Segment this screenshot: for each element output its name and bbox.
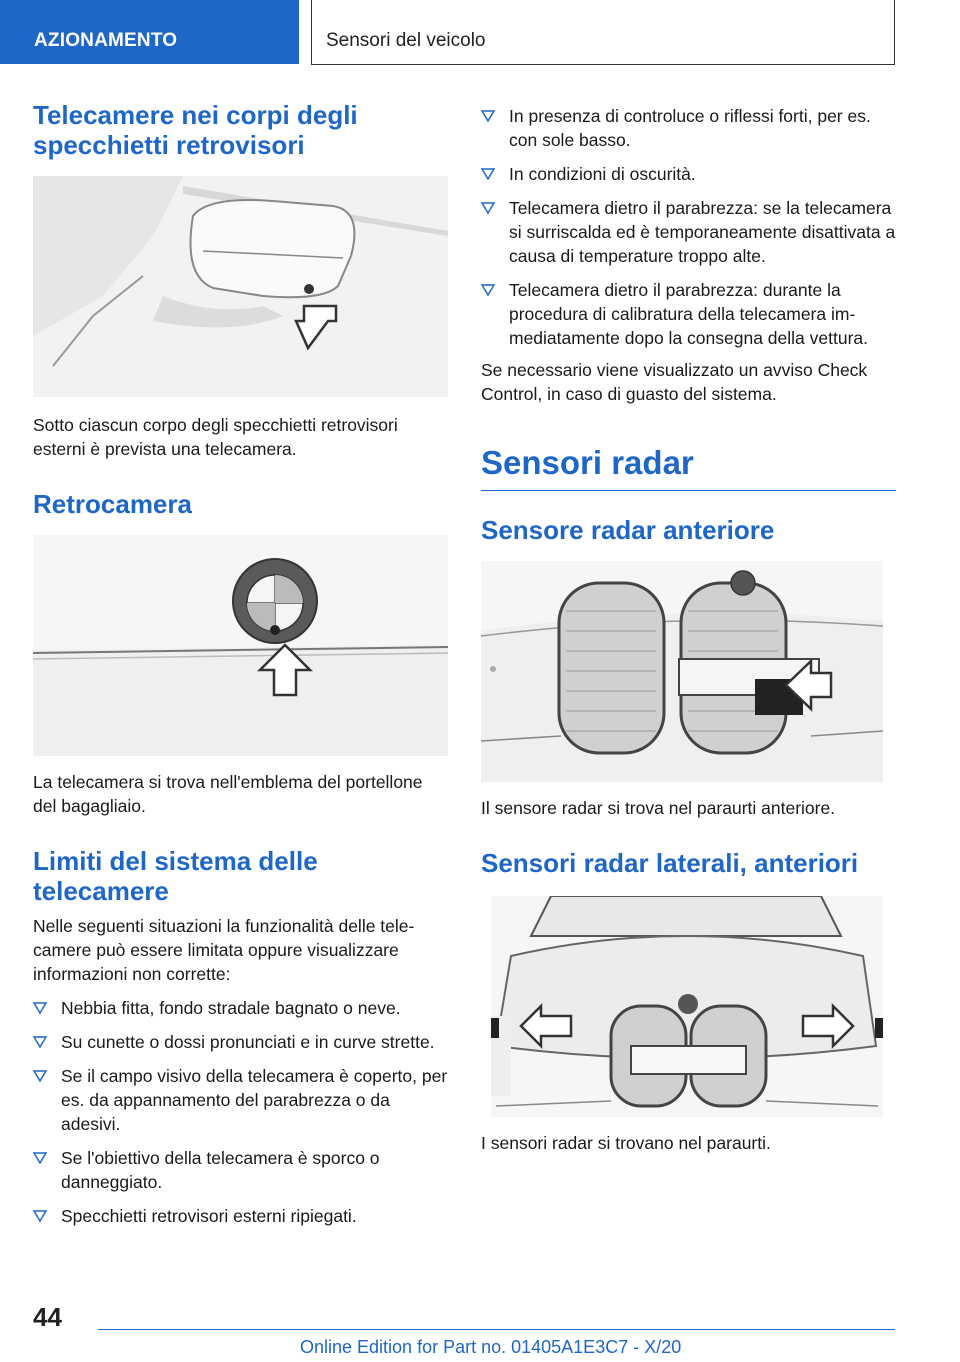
triangle-bullet-icon xyxy=(33,1152,47,1164)
chapter-title: Sensori del veicolo xyxy=(326,30,486,51)
list-item: Se il campo visivo della telecamera è coperto, per es. da appannamento del parabrezza o da adesivi. xyxy=(33,1064,448,1136)
heading-side-front-radars: Sensori radar laterali, anteriori xyxy=(481,848,859,878)
list-item: Nebbia fitta, fondo stradale bagnato o neve. xyxy=(33,996,448,1020)
camera-limits-intro: Nelle seguenti situazioni la funzionalità delle telecamere può essere limitata oppure visualizzare informazioni non corrette: xyxy=(33,916,415,984)
front-radar-text: Il sensore radar si trova nel paraurti anteriore. xyxy=(481,798,836,818)
list-item: In condizioni di oscurità. xyxy=(481,162,896,186)
triangle-bullet-icon xyxy=(33,1036,47,1048)
left-column xyxy=(33,100,448,1238)
triangle-bullet-icon xyxy=(33,1002,47,1014)
section-title: AZIONAMENTO xyxy=(34,30,178,51)
page-number: 44 xyxy=(33,1302,62,1332)
list-item: Specchietti retrovisori esterni ripiegati. xyxy=(33,1204,448,1228)
list-item: Telecamera dietro il parabrezza: se la telecamera si surriscalda ed è temporaneamente disattivata a causa di temperature troppo alte. xyxy=(481,196,896,268)
camera-limits-list-continued xyxy=(481,104,896,350)
rear-camera-illustration xyxy=(33,535,448,756)
mirror-camera-text: Sotto ciascun corpo degli specchietti retrovisori esterni è prevista una telecamera. xyxy=(33,415,398,459)
triangle-bullet-icon xyxy=(481,168,495,180)
side-radar-text: I sensori radar si trovano nel paraurti. xyxy=(481,1133,771,1153)
heading-radar-sensors: Sensori radar xyxy=(481,444,896,491)
footer-rule xyxy=(98,1329,895,1330)
mirror-camera-illustration xyxy=(33,176,448,397)
edition-note: Online Edition for Part no. 01405A1E3C7 - X/20 xyxy=(300,1337,682,1357)
triangle-bullet-icon xyxy=(33,1070,47,1082)
triangle-bullet-icon xyxy=(33,1210,47,1222)
section-tab xyxy=(0,0,299,64)
check-control-text: Se necessario viene visualizzato un avviso Check Control, in caso di guasto del sistema. xyxy=(481,360,868,404)
list-item: Telecamera dietro il parabrezza: durante la procedura di calibratura della telecamera immediatamente dopo la consegna della vettura. xyxy=(481,278,896,350)
list-item: Su cunette o dossi pronunciati e in curve strette. xyxy=(33,1030,448,1054)
rear-camera-text: La telecamera si trova nell'emblema del portellone del bagagliaio. xyxy=(33,772,423,816)
right-column xyxy=(481,100,896,1155)
heading-camera-limits: Limiti del sistema delle telecamere xyxy=(33,846,318,906)
list-item: In presenza di controluce o riflessi forti, per es. con sole basso. xyxy=(481,104,896,152)
front-radar-illustration xyxy=(481,561,883,782)
camera-limits-list xyxy=(33,996,448,1228)
heading-mirror-cameras: Telecamere nei corpi degli specchietti retrovisori xyxy=(33,100,358,160)
heading-rear-camera: Retrocamera xyxy=(33,489,192,519)
chapter-box xyxy=(311,0,895,65)
triangle-bullet-icon xyxy=(481,110,495,122)
triangle-bullet-icon xyxy=(481,202,495,214)
side-radar-illustration xyxy=(491,896,883,1117)
heading-front-radar: Sensore radar anteriore xyxy=(481,515,775,545)
list-item: Se l'obiettivo della telecamera è sporco o danneggiato. xyxy=(33,1146,448,1194)
triangle-bullet-icon xyxy=(481,284,495,296)
